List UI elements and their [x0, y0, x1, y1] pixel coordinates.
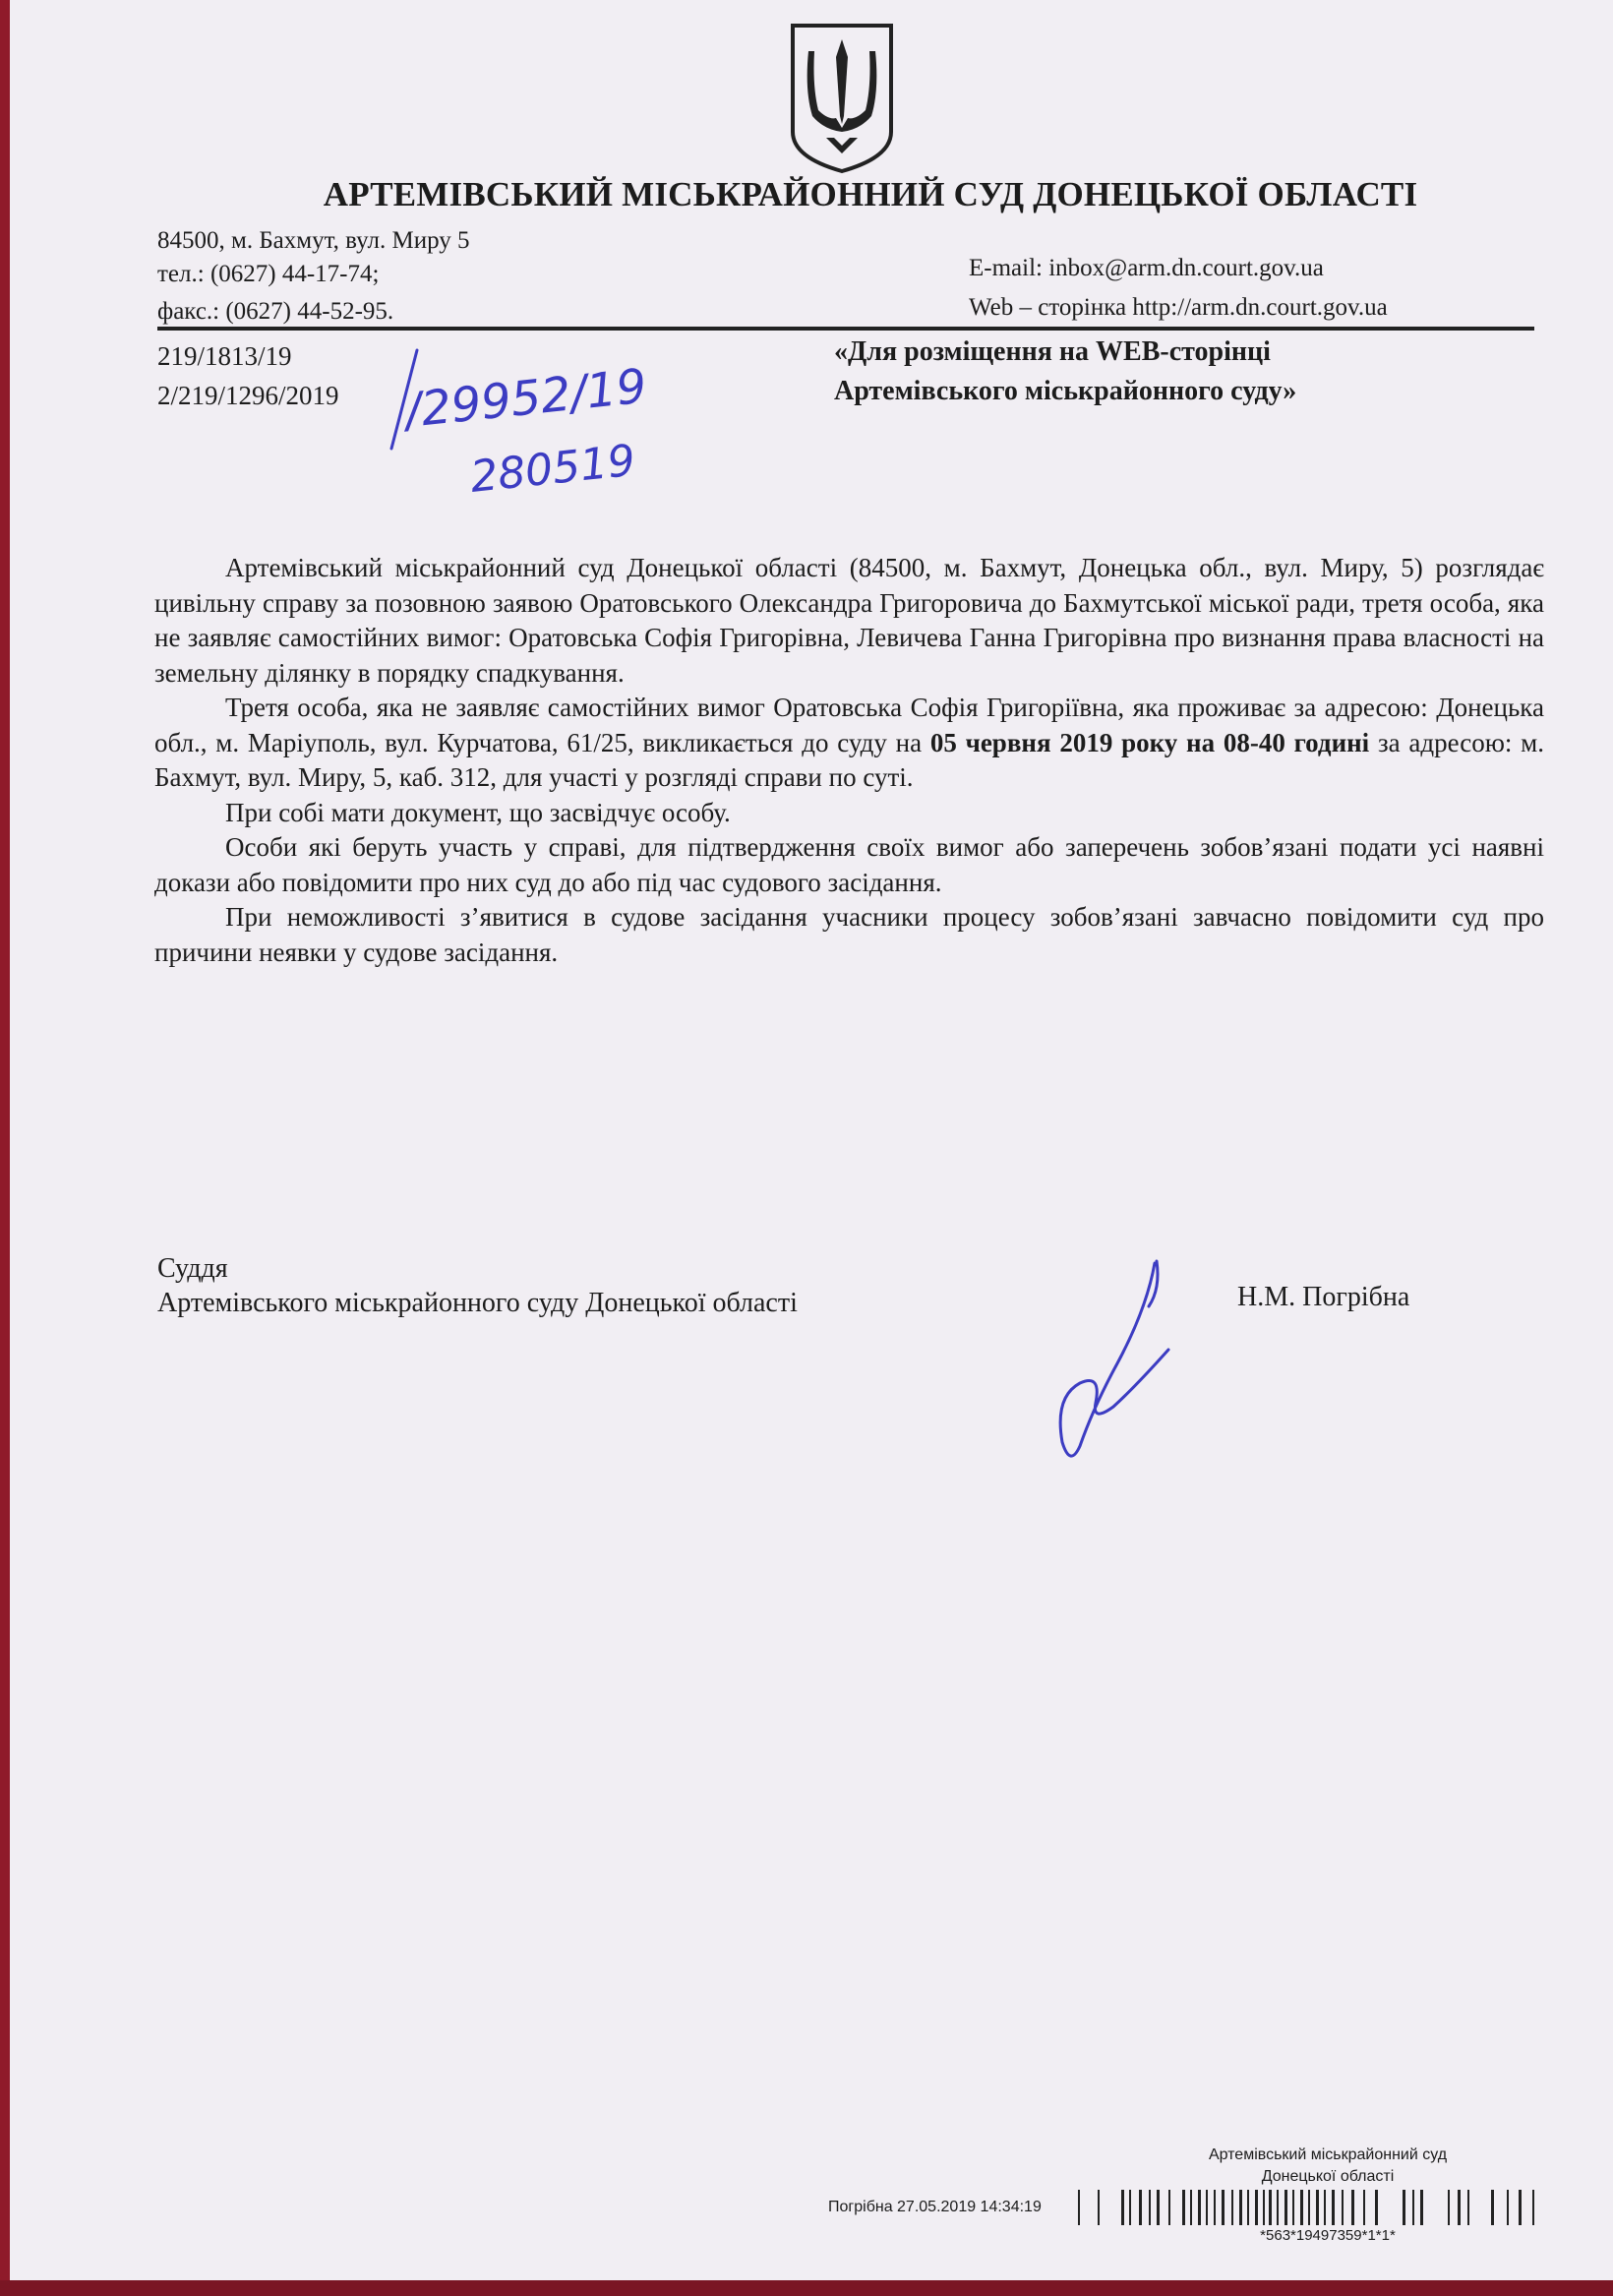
paragraph-absence-notice: При неможливості з’явитися в судове засідання учасники процесу зобов’язані завчасно повідомити суд про причини неявки у судове засідання.	[154, 902, 1544, 967]
web-note-line1: «Для розміщення на WEB-сторінці	[834, 336, 1271, 367]
web-publication-note	[834, 332, 1296, 411]
judge-title: Суддя	[157, 1253, 228, 1284]
trident-emblem-icon	[787, 22, 897, 175]
paragraph-case-description: Артемівський міськрайонний суд Донецької області (84500, м. Бахмут, Донецька обл., вул. Миру, 5) розглядає цивільну справу за позовною заявою Оратовського Олександра Григоровича до Бахмутської міської ради, третя особа, яка не заявляє самостійних вимог: Оратовська Софія Григорівна, Левичева Ганна Григорівна про визнання права власності на земельну ділянку в порядку спадкування.	[154, 553, 1544, 688]
proceeding-number: 2/219/1296/2019	[157, 381, 339, 410]
court-email: E-mail: inbox@arm.dn.court.gov.ua	[969, 255, 1324, 281]
judge-name: Н.М. Погрібна	[1237, 1282, 1410, 1312]
paragraph-summons	[154, 691, 1544, 796]
header-divider	[157, 327, 1534, 331]
hearing-date: 05 червня 2019 року на 08-40 годині	[929, 727, 1370, 757]
court-phone: тел.: (0627) 44-17-74;	[157, 261, 380, 287]
court-address: 84500, м. Бахмут, вул. Миру 5	[157, 227, 470, 254]
paragraph-evidence: Особи які беруть участь у справі, для підтвердження своїх вимог або заперечень зобов’язані подати усі наявні докази або повідомити про них суд до або під час судового засідання.	[154, 832, 1544, 897]
stamp-court-line2: Донецької області	[1261, 2168, 1395, 2185]
paragraph-identity-document: При собі мати документ, що засвідчує особу.	[225, 797, 731, 827]
barcode-code: *563*19497359*1*1*	[1260, 2227, 1396, 2244]
judge-court: Артемівського міськрайонного суду Донецької області	[157, 1288, 798, 1318]
court-name-heading: АРТЕМІВСЬКИЙ МІСЬКРАЙОННИЙ СУД ДОНЕЦЬКОЇ ОБЛАСТІ	[323, 175, 1418, 213]
web-note-line2: Артемівського міськрайонного суду»	[834, 376, 1297, 406]
handwritten-registration-note	[374, 332, 688, 510]
signature-block	[157, 1251, 798, 1320]
page-bottom-edge	[0, 2280, 1613, 2296]
court-website: Web – сторінка http://arm.dn.court.gov.ua	[969, 294, 1388, 321]
stamp-court-line1: Артемівський міськрайонний суд	[1208, 2146, 1448, 2163]
summons-text-end: за адресою: м. Бахмут, вул. Миру, 5, каб. 312, для участі у розгляді справи по суті.	[154, 727, 1544, 792]
page-left-edge	[0, 0, 10, 2296]
document-body	[154, 551, 1544, 970]
court-fax: факс.: (0627) 44-52-95.	[157, 298, 394, 325]
handwritten-signature	[1023, 1249, 1190, 1466]
case-references	[157, 336, 339, 415]
handwritten-number: /29952/19	[402, 358, 650, 439]
stamp-signature-meta: Погрібна 27.05.2019 14:34:19	[828, 2199, 1042, 2215]
summons-text-start: Третя особа, яка не заявляє самостійних вимог Оратовська Софія Григоріївна, яка проживає за адресою: Донецька обл., м. Маріуполь, вул. Курчатова, 61/25, викликається до суду на	[154, 693, 1544, 757]
court-stamp	[1161, 2145, 1495, 2188]
case-number: 219/1813/19	[157, 341, 292, 371]
handwritten-date: 280519	[467, 435, 638, 503]
document-barcode	[1078, 2188, 1560, 2227]
